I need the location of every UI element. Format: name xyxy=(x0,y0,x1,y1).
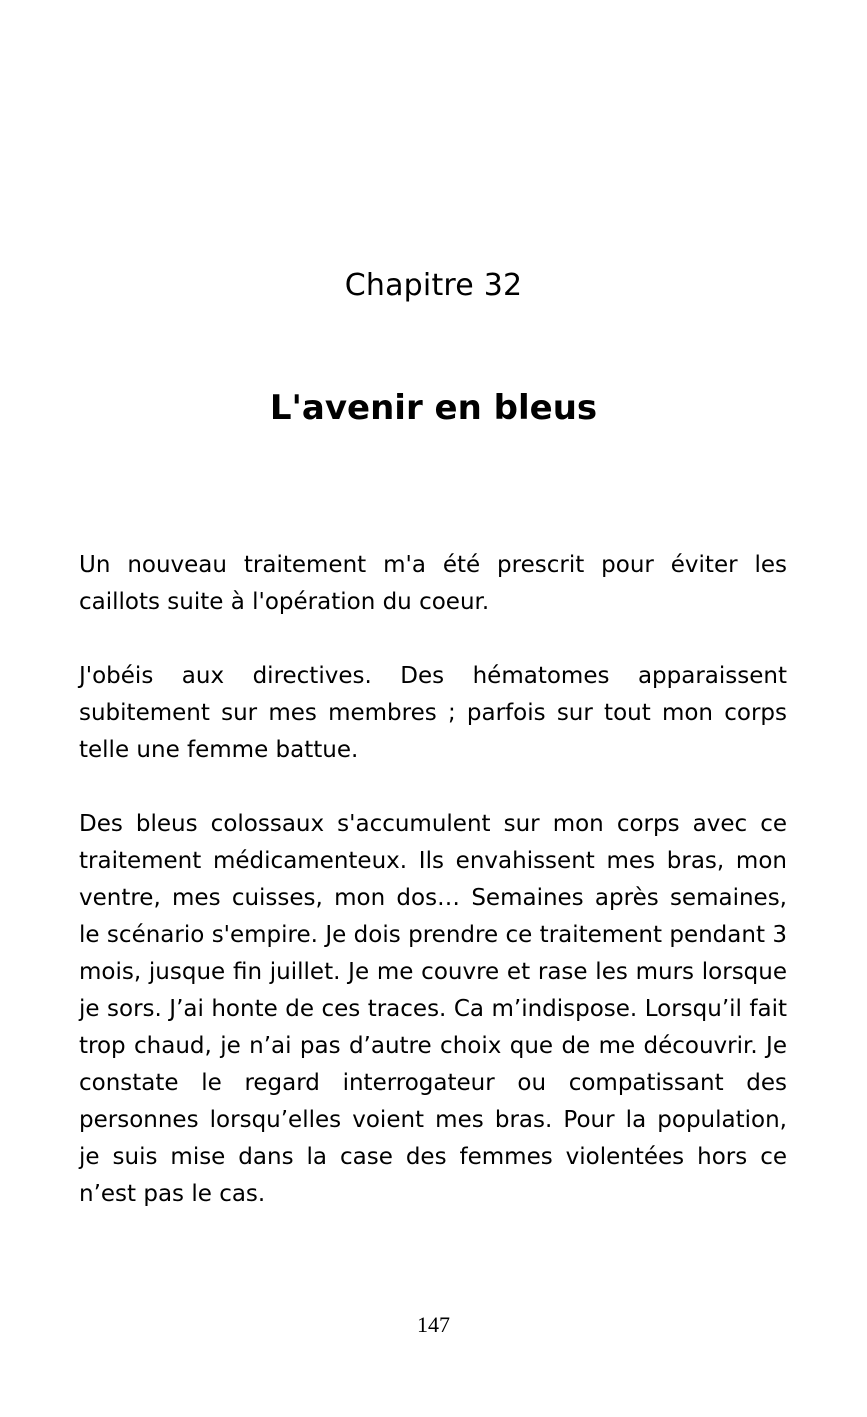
paragraph: Un nouveau traitement m'a été prescrit pour éviter les caillots suite à l'opération du coeur. xyxy=(79,552,787,615)
paragraph: J'obéis aux directives. Des hématomes apparaissent subitement sur mes membres ; parfois sur tout mon corps telle une femme battue. xyxy=(79,663,787,763)
chapter-body xyxy=(79,547,787,1250)
chapter-label: Chapitre 32 xyxy=(344,268,523,303)
chapter-title: L'avenir en bleus xyxy=(269,388,598,428)
page-number: 147 xyxy=(417,1312,450,1337)
paragraph: Des bleus colossaux s'accumulent sur mon corps avec ce traitement médicamenteux. Ils envahissent mes bras, mon ventre, mes cuisses, mon dos… Semaines après semaines, le scénario s'empire. Je dois prendre ce traitement pendant 3 mois, jusque fin juillet. Je me couvre et rase les murs lorsque je sors. J’ai honte de ces traces. Ca m’indispose. Lorsqu’il fait trop chaud, je n’ai pas d’autre choix que de me découvrir. Je constate le regard interrogateur ou compatissant des personnes lorsqu’elles voient mes bras. Pour la population, je suis mise dans la case des femmes violentées hors ce n’est pas le cas. xyxy=(79,811,787,1207)
